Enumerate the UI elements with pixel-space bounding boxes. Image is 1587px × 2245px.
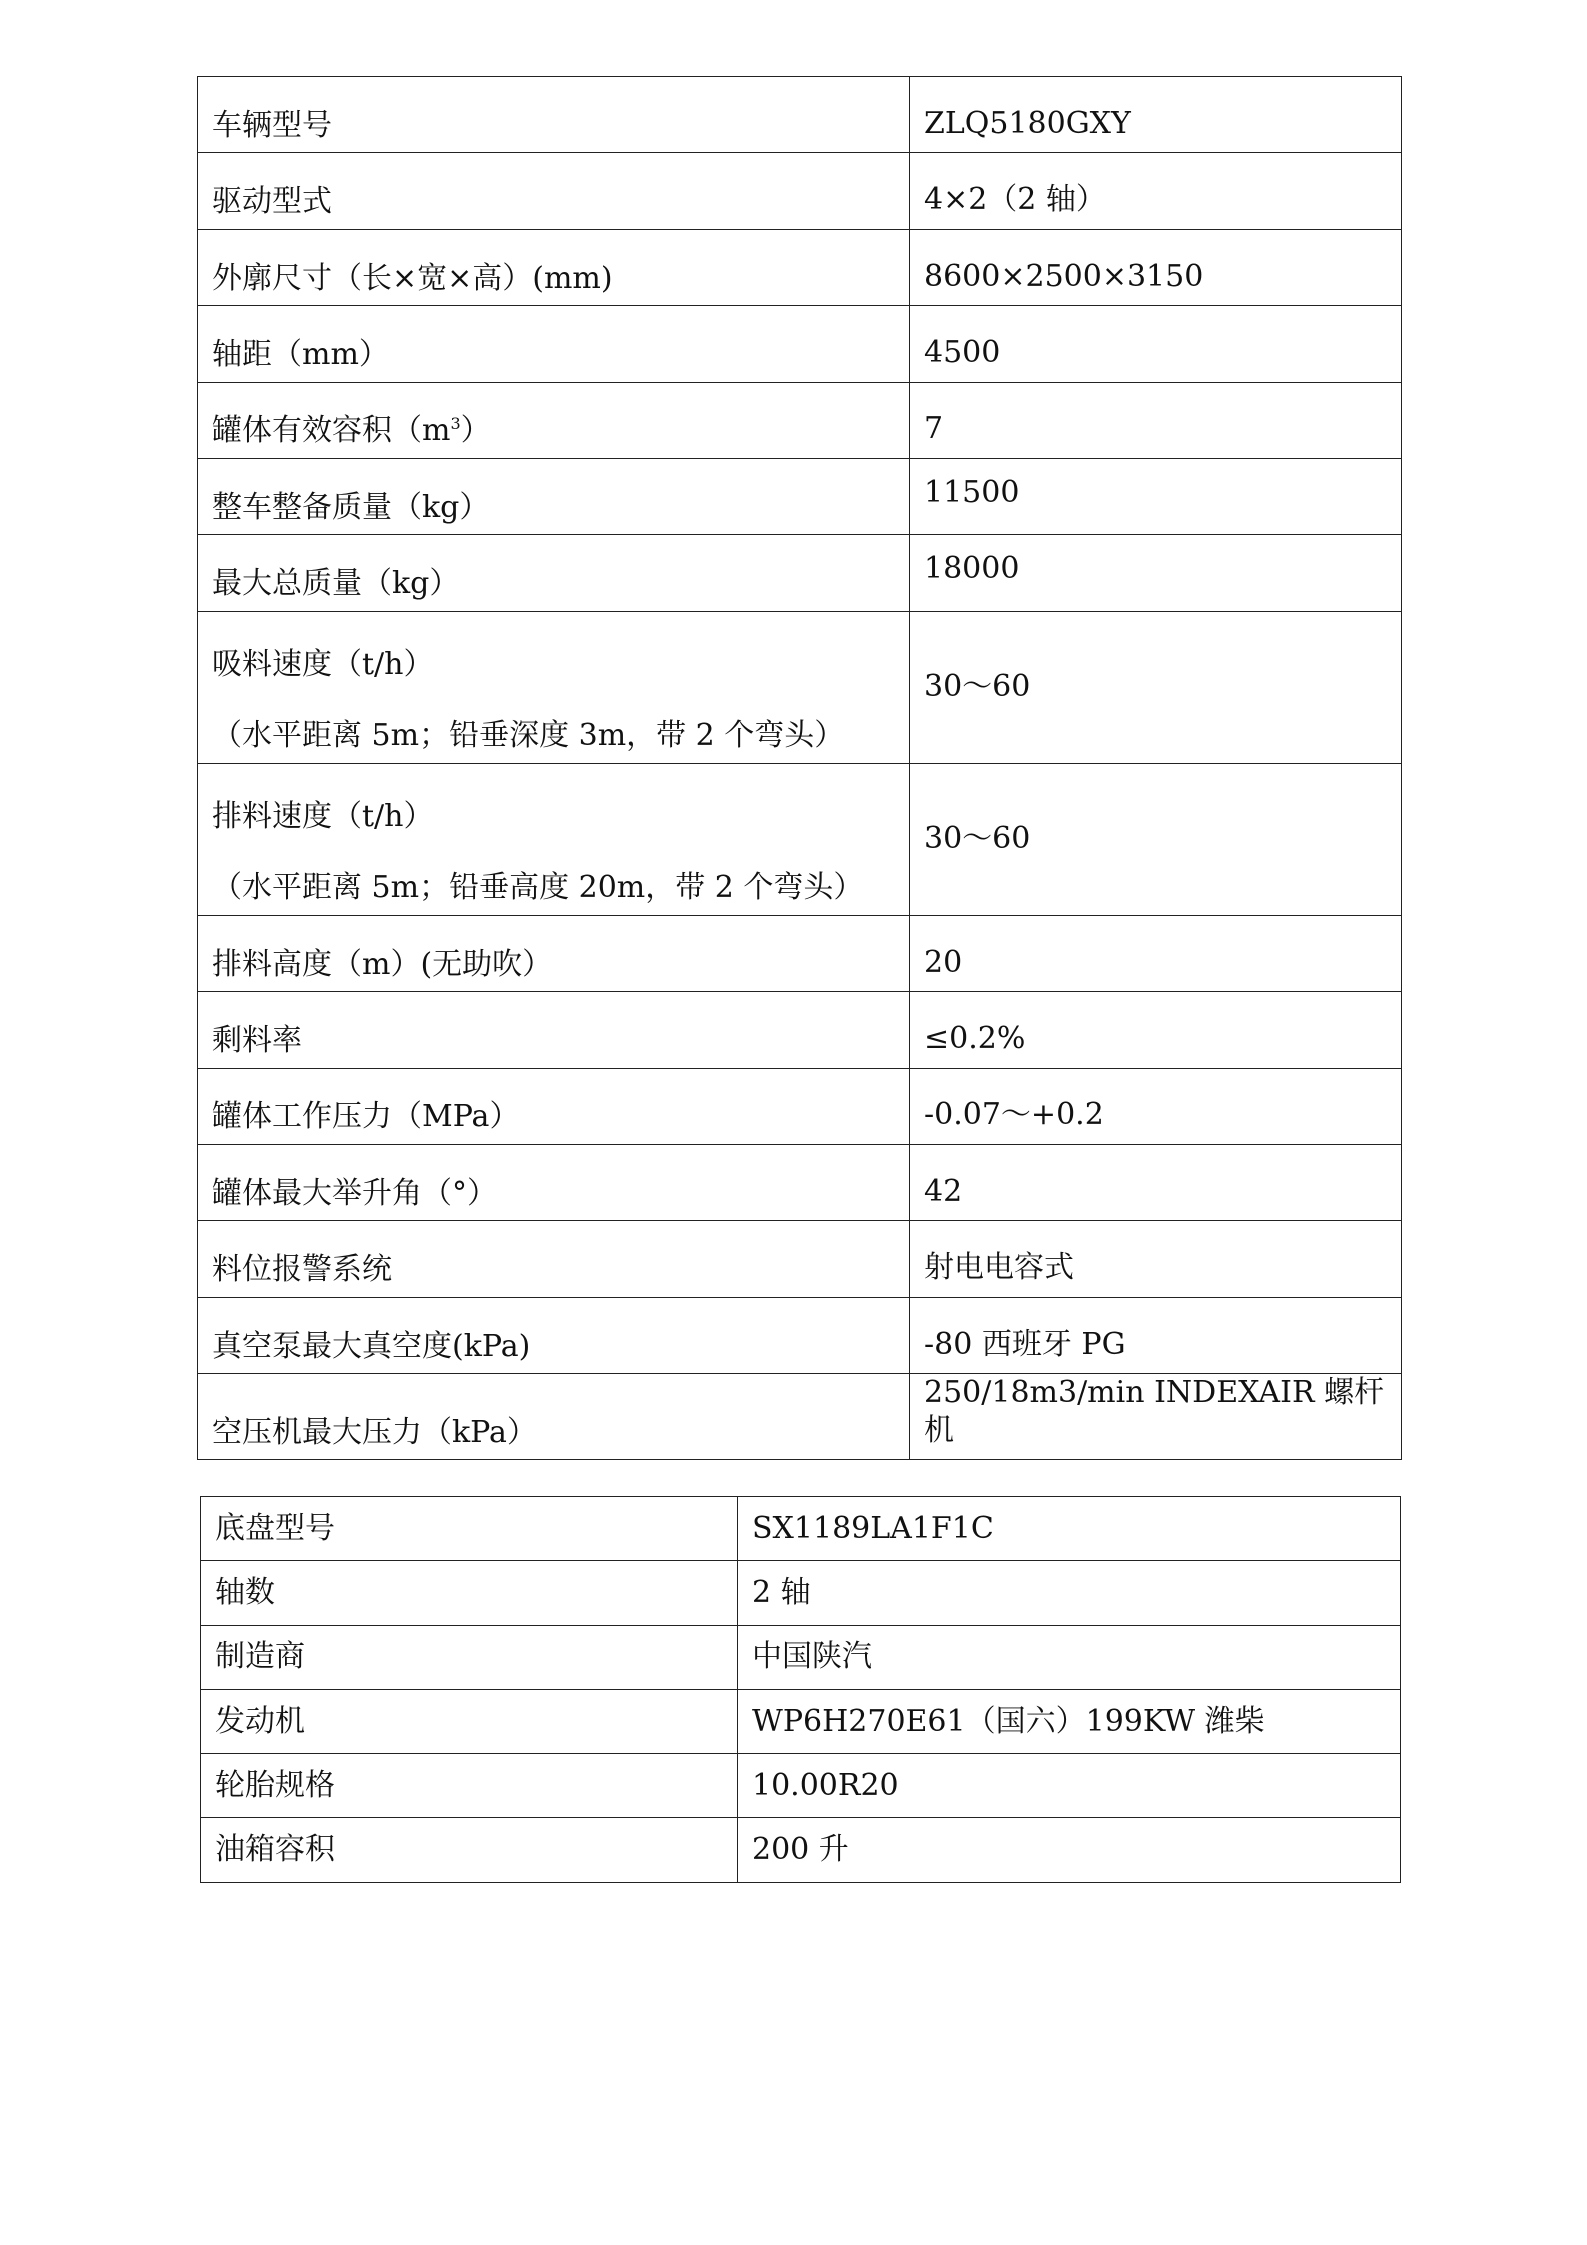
- table-row: [201, 1754, 1401, 1818]
- table-row: [198, 1068, 1402, 1144]
- table-row: [198, 382, 1402, 458]
- label-line-1: 吸料速度（t/h）: [212, 646, 434, 682]
- table-row: [198, 458, 1402, 534]
- row-label: 整车整备质量（kg）: [198, 458, 910, 534]
- row-value: ≤0.2%: [910, 992, 1402, 1068]
- row-value: 200 升: [738, 1818, 1401, 1882]
- table-row: [198, 611, 1402, 763]
- row-value: 7: [910, 382, 1402, 458]
- row-value: WP6H270E61（国六）199KW 潍柴: [738, 1689, 1401, 1753]
- row-label: [198, 382, 910, 458]
- row-value: ZLQ5180GXY: [910, 77, 1402, 153]
- table-row: [198, 1297, 1402, 1373]
- table-row: [198, 1374, 1402, 1460]
- row-label: 罐体工作压力（MPa）: [198, 1068, 910, 1144]
- table-row: [201, 1497, 1401, 1561]
- row-label: 油箱容积: [201, 1818, 738, 1882]
- table-row: [198, 915, 1402, 991]
- row-label: 底盘型号: [201, 1497, 738, 1561]
- row-value: 中国陕汽: [738, 1625, 1401, 1689]
- table-row: [198, 153, 1402, 229]
- table-row: [198, 77, 1402, 153]
- row-value: -80 西班牙 PG: [910, 1297, 1402, 1373]
- row-value: 11500: [910, 458, 1402, 534]
- row-value: 4×2（2 轴）: [910, 153, 1402, 229]
- table-row: [198, 992, 1402, 1068]
- table-row: [201, 1625, 1401, 1689]
- row-label: 罐体最大举升角（°）: [198, 1144, 910, 1220]
- table-row: [198, 1144, 1402, 1220]
- table-row: [198, 1221, 1402, 1297]
- row-value: 250/18m3/min INDEXAIR 螺杆机: [910, 1374, 1402, 1460]
- table-row: [198, 535, 1402, 611]
- vehicle-spec-table: [197, 76, 1402, 1460]
- label-line-1: 排料速度（t/h）: [212, 798, 434, 834]
- row-label: 空压机最大压力（kPa）: [198, 1374, 910, 1460]
- table-row: [201, 1818, 1401, 1882]
- table-row: [198, 763, 1402, 915]
- row-label: 外廓尺寸（长×宽×高）(mm): [198, 229, 910, 305]
- label-line-2: （水平距离 5m；铅垂深度 3m，带 2 个弯头）: [212, 718, 845, 754]
- row-label: 轮胎规格: [201, 1754, 738, 1818]
- row-value: 8600×2500×3150: [910, 229, 1402, 305]
- row-value: -0.07～+0.2: [910, 1068, 1402, 1144]
- row-value: SX1189LA1F1C: [738, 1497, 1401, 1561]
- row-label: [198, 763, 910, 915]
- row-label: 排料高度（m）(无助吹）: [198, 915, 910, 991]
- table-row: [198, 306, 1402, 382]
- superscript: 3: [450, 414, 461, 434]
- row-label: 料位报警系统: [198, 1221, 910, 1297]
- row-label: 制造商: [201, 1625, 738, 1689]
- row-value: 30～60: [910, 763, 1402, 915]
- row-value: 4500: [910, 306, 1402, 382]
- row-label: 最大总质量（kg）: [198, 535, 910, 611]
- row-value: 42: [910, 1144, 1402, 1220]
- chassis-spec-table: [200, 1496, 1401, 1883]
- row-value: 20: [910, 915, 1402, 991]
- row-label: [198, 611, 910, 763]
- row-label: 发动机: [201, 1689, 738, 1753]
- label-text: 罐体有效容积（m: [212, 413, 451, 449]
- row-label: 轴距（mm）: [198, 306, 910, 382]
- table-row: [201, 1561, 1401, 1625]
- row-value: 10.00R20: [738, 1754, 1401, 1818]
- row-label: 驱动型式: [198, 153, 910, 229]
- table-row: [201, 1689, 1401, 1753]
- table-row: [198, 229, 1402, 305]
- row-value: 18000: [910, 535, 1402, 611]
- label-text: ）: [460, 413, 491, 449]
- row-label: 轴数: [201, 1561, 738, 1625]
- row-value: 2 轴: [738, 1561, 1401, 1625]
- row-label: 车辆型号: [198, 77, 910, 153]
- row-label: 真空泵最大真空度(kPa): [198, 1297, 910, 1373]
- row-label: 剩料率: [198, 992, 910, 1068]
- row-value: 30～60: [910, 611, 1402, 763]
- label-line-2: （水平距离 5m；铅垂高度 20m，带 2 个弯头）: [212, 870, 864, 906]
- row-value: 射电电容式: [910, 1221, 1402, 1297]
